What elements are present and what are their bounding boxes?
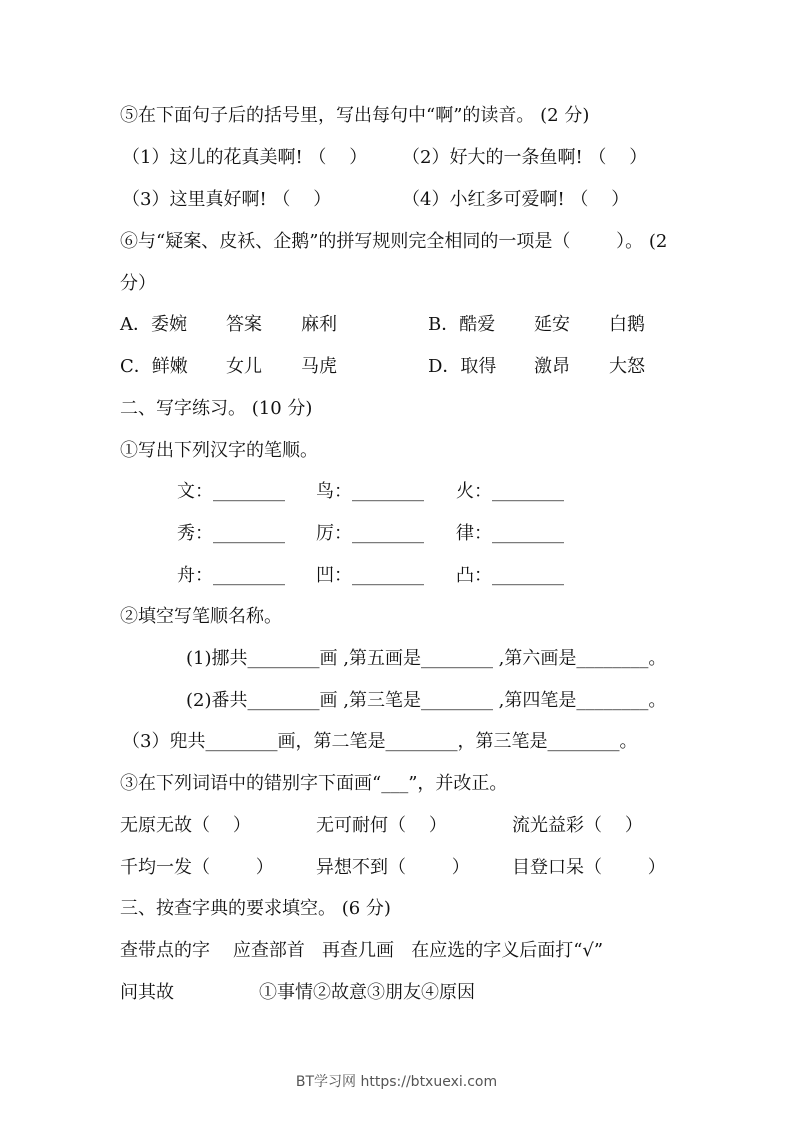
section3-item-word: 问其故 — [120, 982, 174, 1003]
section2-sub3-title: ③在下列词语中的错别字下面画“___”，并改正。 — [120, 773, 508, 794]
stroke-order-blank: 火：________ — [456, 481, 564, 502]
q6-option-c-word3: 马虎 — [301, 356, 337, 377]
q6-option-b-label: B．酷爱 — [428, 314, 496, 335]
typo-item: 异想不到（ ） — [316, 857, 470, 878]
stroke-order-blank: 鸟：________ — [316, 481, 424, 502]
q6-title-cont: 分） — [120, 273, 156, 294]
stroke-name-line-1: (1)挪共________画 ,第五画是________ ,第六画是________。 — [186, 648, 667, 669]
stroke-order-blank: 凹：________ — [316, 565, 424, 586]
typo-item: 目登口呆（ ） — [512, 857, 666, 878]
q5-item-1: （1）这儿的花真美啊! （ ） — [122, 147, 368, 168]
typo-item: 无原无故（ ） — [120, 815, 251, 836]
section3-instruction: 查带点的字 应查部首 再查几画 在应选的字义后面打“√” — [120, 940, 604, 961]
stroke-order-blank: 律：________ — [456, 523, 564, 544]
stroke-order-blank: 文：________ — [177, 481, 285, 502]
typo-item: 无可耐何（ ） — [316, 815, 447, 836]
stroke-order-blank: 凸：________ — [456, 565, 564, 586]
stroke-order-blank: 厉：________ — [316, 523, 424, 544]
q6-title: ⑥与“疑案、皮袄、企鹅”的拼写规则完全相同的一项是（ ）。 (2 — [120, 231, 668, 252]
section2-title: 二、写字练习。 (10 分) — [120, 398, 313, 419]
q6-option-c-word2: 女儿 — [226, 356, 262, 377]
stroke-name-line-3: （3）兜共________画，第二笔是________，第三笔是________。 — [122, 731, 638, 752]
q5-item-2: （2）好大的一条鱼啊! （ ） — [402, 147, 648, 168]
q6-option-a-word3: 麻利 — [301, 314, 337, 335]
q6-option-d-label: D．取得 — [428, 356, 497, 377]
q6-option-b-word3: 白鹅 — [609, 314, 645, 335]
q6-option-a-label: A．委婉 — [120, 314, 187, 335]
q5-title: ⑤在下面句子后的括号里，写出每句中“啊”的读音。 (2 分) — [120, 105, 590, 126]
footer-watermark: BT学习网 https://btxuexi.com — [295, 1074, 498, 1090]
section3-title: 三、按查字典的要求填空。 (6 分) — [120, 898, 391, 919]
stroke-order-blank: 秀：________ — [177, 523, 285, 544]
q5-item-3: （3）这里真好啊! （ ） — [122, 189, 332, 210]
typo-item: 流光益彩（ ） — [512, 815, 643, 836]
q6-option-a-word2: 答案 — [226, 314, 262, 335]
q5-item-4: （4）小红多可爱啊! （ ） — [402, 189, 630, 210]
q6-option-d-word3: 大怒 — [609, 356, 645, 377]
stroke-order-blank: 舟：________ — [177, 565, 285, 586]
section2-sub1-title: ①写出下列汉字的笔顺。 — [120, 440, 318, 461]
typo-item: 千均一发（ ） — [120, 857, 274, 878]
q6-option-d-word2: 激昂 — [534, 356, 570, 377]
q6-option-b-word2: 延安 — [534, 314, 570, 335]
stroke-name-line-2: (2)番共________画 ,第三笔是________ ,第四笔是________。 — [186, 690, 667, 711]
section2-sub2-title: ②填空写笔顺名称。 — [120, 606, 282, 627]
section3-item-options: ①事情②故意③朋友④原因 — [259, 982, 475, 1003]
q6-option-c-label: C．鲜嫩 — [120, 356, 188, 377]
